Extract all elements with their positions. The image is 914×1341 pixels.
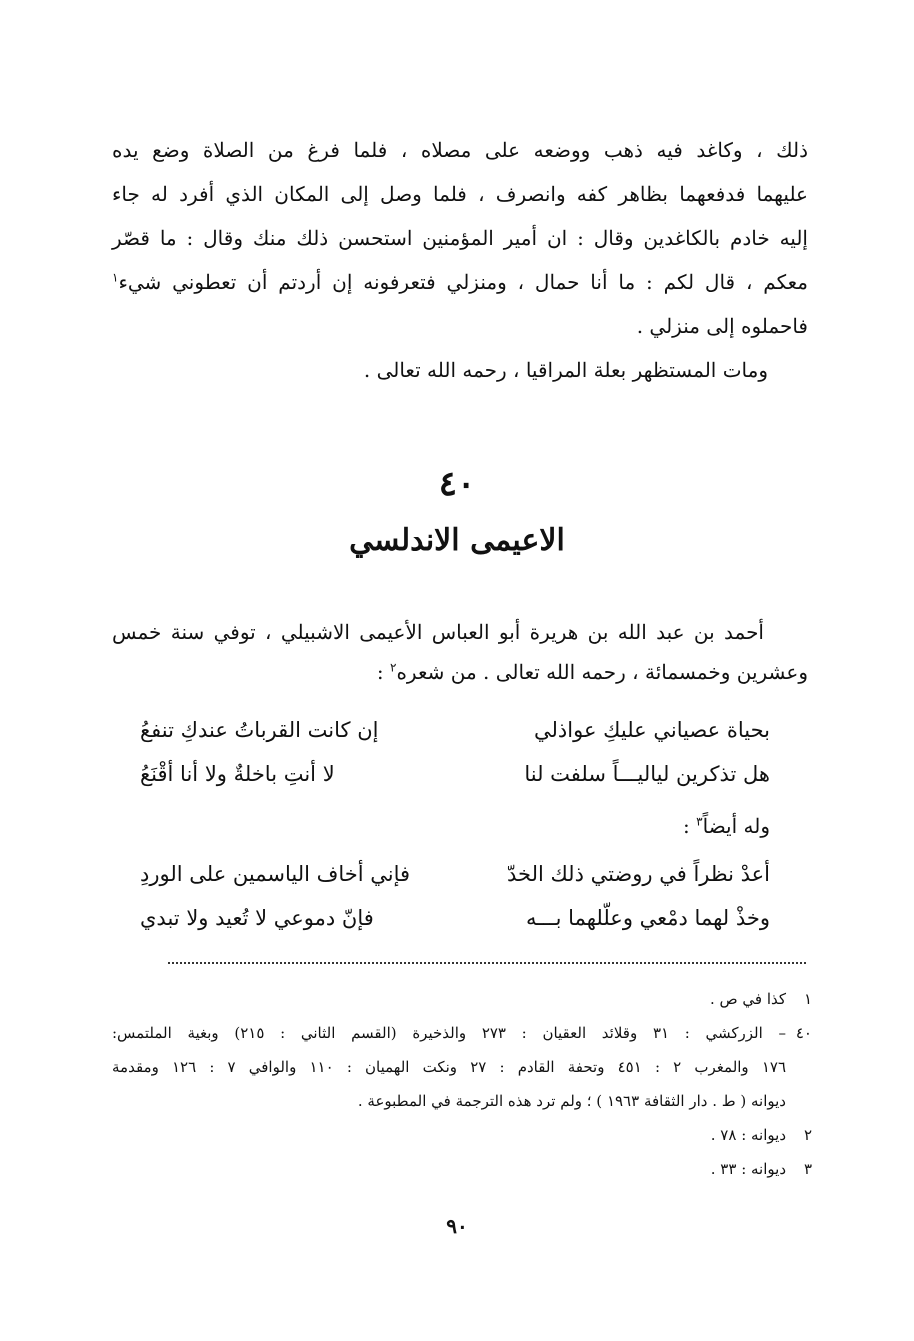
verse-line (140, 752, 770, 796)
footnote-2 (112, 1118, 812, 1152)
hemistich-first: وخذْ لهما دمْعي وعلّلهما بـــه (525, 906, 770, 930)
also-text: وله أيضاً (702, 814, 770, 838)
also-line (140, 806, 770, 846)
hemistich-first: أعدْ نظراً في روضتي ذلك الخدّ (506, 862, 770, 886)
hemistich-first: بحياة عصياني عليكِ عواذلي (534, 718, 770, 742)
footnote-marker: ٣ (696, 814, 703, 829)
footnote-number: ٣ (803, 1160, 812, 1178)
biography-line (112, 652, 808, 692)
intro-line: عليهما فدفعهما بظاهر كفه وانصرف ، فلما وصل إلى المكان الذي أفرد له جاء (112, 182, 808, 206)
verse-line (140, 708, 770, 752)
footnote-text: – الزركشي : ٣١ وقلائد العقيان : ٢٧٣ والذخيرة (القسم الثاني : ٢١٥) وبغية الملتمس: (112, 1024, 786, 1042)
also-end: : (683, 814, 697, 838)
section-number: ٤٠ (438, 464, 476, 504)
biography-paragraph (112, 612, 808, 692)
biography-line-end: : (376, 660, 390, 684)
footnote-number: ١ (803, 990, 812, 1008)
footnote-text: ديوانه : ٧٨ . (710, 1126, 786, 1144)
footnote-marker: ١ (112, 270, 119, 285)
footnote-continuation: ١٧٦ والمغرب ٢ : ٤٥١ وتحفة القادم : ٢٧ ونكت الهميان : ١١٠ والوافي ٧ : ١٢٦ ومقدمة (112, 1058, 787, 1076)
footnote-3 (112, 1152, 812, 1186)
intro-line: فاحملوه إلى منزلي . (636, 314, 808, 338)
poem-second (140, 852, 770, 940)
verse-line (140, 852, 770, 896)
intro-line: إليه خادم بالكاغدين وقال : ان أمير المؤمنين استحسن ذلك منك وقال : ما قصّر (112, 226, 808, 250)
footnote-text: كذا في ص . (709, 990, 786, 1008)
hemistich-second: فإنّ دموعي لا تُعيد ولا تبدي (140, 906, 374, 930)
hemistich-first: هل تذكرين لياليـــاً سلفت لنا (524, 762, 770, 786)
hemistich-second: إن كانت القرباتُ عندكِ تنفعُ (140, 718, 379, 742)
poem-first (140, 708, 770, 796)
footnote-number: ٤٠ (795, 1024, 812, 1042)
verse-line (140, 896, 770, 940)
hemistich-second: لا أنتِ باخلةٌ ولا أنا أقْنَعُ (140, 762, 335, 786)
intro-paragraph (112, 128, 808, 392)
footnote-marker: ٢ (390, 660, 397, 675)
intro-line (112, 260, 808, 304)
footnotes (112, 982, 812, 1186)
section-title: الاعيمى الاندلسي (349, 523, 565, 558)
footnote-number: ٢ (803, 1126, 812, 1144)
footnote-40 (112, 1016, 812, 1050)
biography-line: أحمد بن عبد الله بن هريرة أبو العباس الأعيمى الاشبيلي ، توفي سنة خمس (112, 620, 764, 644)
page-number: ٩٠ (446, 1214, 468, 1238)
footnote-continuation: ديوانه ( ط . دار الثقافة ١٩٦٣ ) ؛ ولم ترد هذه الترجمة في المطبوعة . (357, 1092, 786, 1110)
footnote-divider (168, 962, 806, 964)
intro-line-text: معكم ، قال لكم : ما أنا حمال ، ومنزلي فتعرفونه إن أردتم أن تعطوني شيء (118, 270, 809, 294)
biography-line-text: وعشرين وخمسمائة ، رحمه الله تعالى . من شعره (396, 660, 808, 684)
intro-line: ذلك ، وكاغد فيه ذهب ووضعه على مصلاه ، فلما فرغ من الصلاة وضع يده (112, 138, 808, 162)
intro-closing-line: ومات المستظهر بعلة المراقيا ، رحمه الله تعالى . (363, 358, 768, 382)
footnote-text: ديوانه : ٣٣ . (710, 1160, 786, 1178)
footnote-1 (112, 982, 812, 1016)
hemistich-second: فإني أخاف الياسمين على الوردِ (140, 862, 411, 886)
